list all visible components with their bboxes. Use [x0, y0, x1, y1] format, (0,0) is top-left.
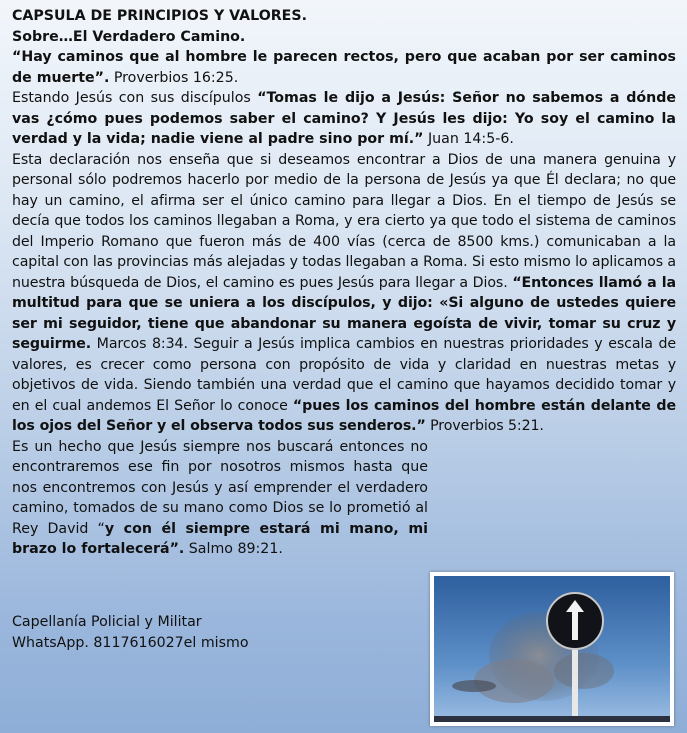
paragraph-text: Esta declaración nos enseña que si deseamos encontrar a Dios de una manera genuina y personal sólo podremos hacerlo por medio de la persona de Jesús ya que Él declara; no que hay un camino, el afirma ser el único camino para llegar a Dios. En el tiempo de Jesús se decía que todos los caminos llegaban a Roma, y era cierto ya que todo el sistema de caminos del Imperio Romano que fueron más de 400 vías (cerca de 8500 kms.) comunicaban a la capital con las provincias más alejadas y todas llegaban a Roma. Si esto mismo lo aplicamos a nuestra búsqueda de Dios, el camino es pues Jesús para llegar a Dios. [12, 151, 676, 291]
contact-whatsapp: WhatsApp. 8117616027el mismo [12, 634, 249, 651]
road-sign-photo [430, 572, 674, 726]
scripture-reference: Salmo 89:21. [184, 541, 283, 557]
paragraph-text: Marcos 8:34. Seguir a Jesús implica cambios en nuestras prioridades y escala de valores, es crecer como persona con propósito de vida y claridad en nuestras metas y objetivos de vida. Siendo también una verdad que el camino que hayamos decidido tomar y en el cual andemos El Señor lo conoce [12, 336, 676, 414]
paragraph-3 [12, 150, 676, 437]
document-body [12, 6, 676, 560]
organization-name: Capellanía Policial y Militar [12, 614, 202, 630]
scripture-reference: Juan 14:5-6. [423, 131, 514, 147]
scripture-reference: Proverbios 16:25. [109, 69, 239, 86]
scripture-quote: “Entonces llamó a la multitud para que se uniera a los discípulos, y dijo: «Si alguno de ustedes quiere ser mi seguidor, tiene que abandonar su manera egoísta de vivir, tomar su cruz y seguirme. [12, 274, 676, 352]
paragraph-text: Estando Jesús con sus discípulos [12, 90, 258, 106]
scripture-quote: “pues los caminos del hombre están delante de los ojos del Señor y el observa todos sus senderos.” [12, 397, 676, 434]
sign-disc [547, 593, 603, 649]
paragraph-2 [12, 88, 676, 150]
scripture-reference: Proverbios 5:21. [425, 418, 544, 434]
signature-block [12, 612, 249, 653]
scripture-quote: “Hay caminos que al hombre le parecen rectos, pero que acaban por ser caminos de muerte”. [12, 49, 676, 86]
paragraph-4 [12, 437, 428, 560]
paragraph-text: Es un hecho que Jesús siempre nos buscará entonces no encontraremos ese fin por nosotros mismos hasta que nos encontremos con Jesús y así emprender el verdadero camino, tomados de su mano como Dios se lo prometió al Rey David “ [12, 438, 428, 537]
page-subtitle: Sobre…El Verdadero Camino. [12, 28, 246, 45]
page-title: CAPSULA DE PRINCIPIOS Y VALORES. [12, 8, 307, 24]
scripture-quote: y con él siempre estará mi mano, mi brazo lo fortalecerá”. [12, 520, 428, 557]
scripture-quote: “Tomas le dijo a Jesús: Señor no sabemos a dónde vas ¿cómo pues podemos saber el camino? Y Jesús les dijo: Yo soy el camino la verdad y la vida; nadie viene al padre sino por mí.” [12, 90, 676, 147]
paragraph-1 [12, 47, 676, 88]
